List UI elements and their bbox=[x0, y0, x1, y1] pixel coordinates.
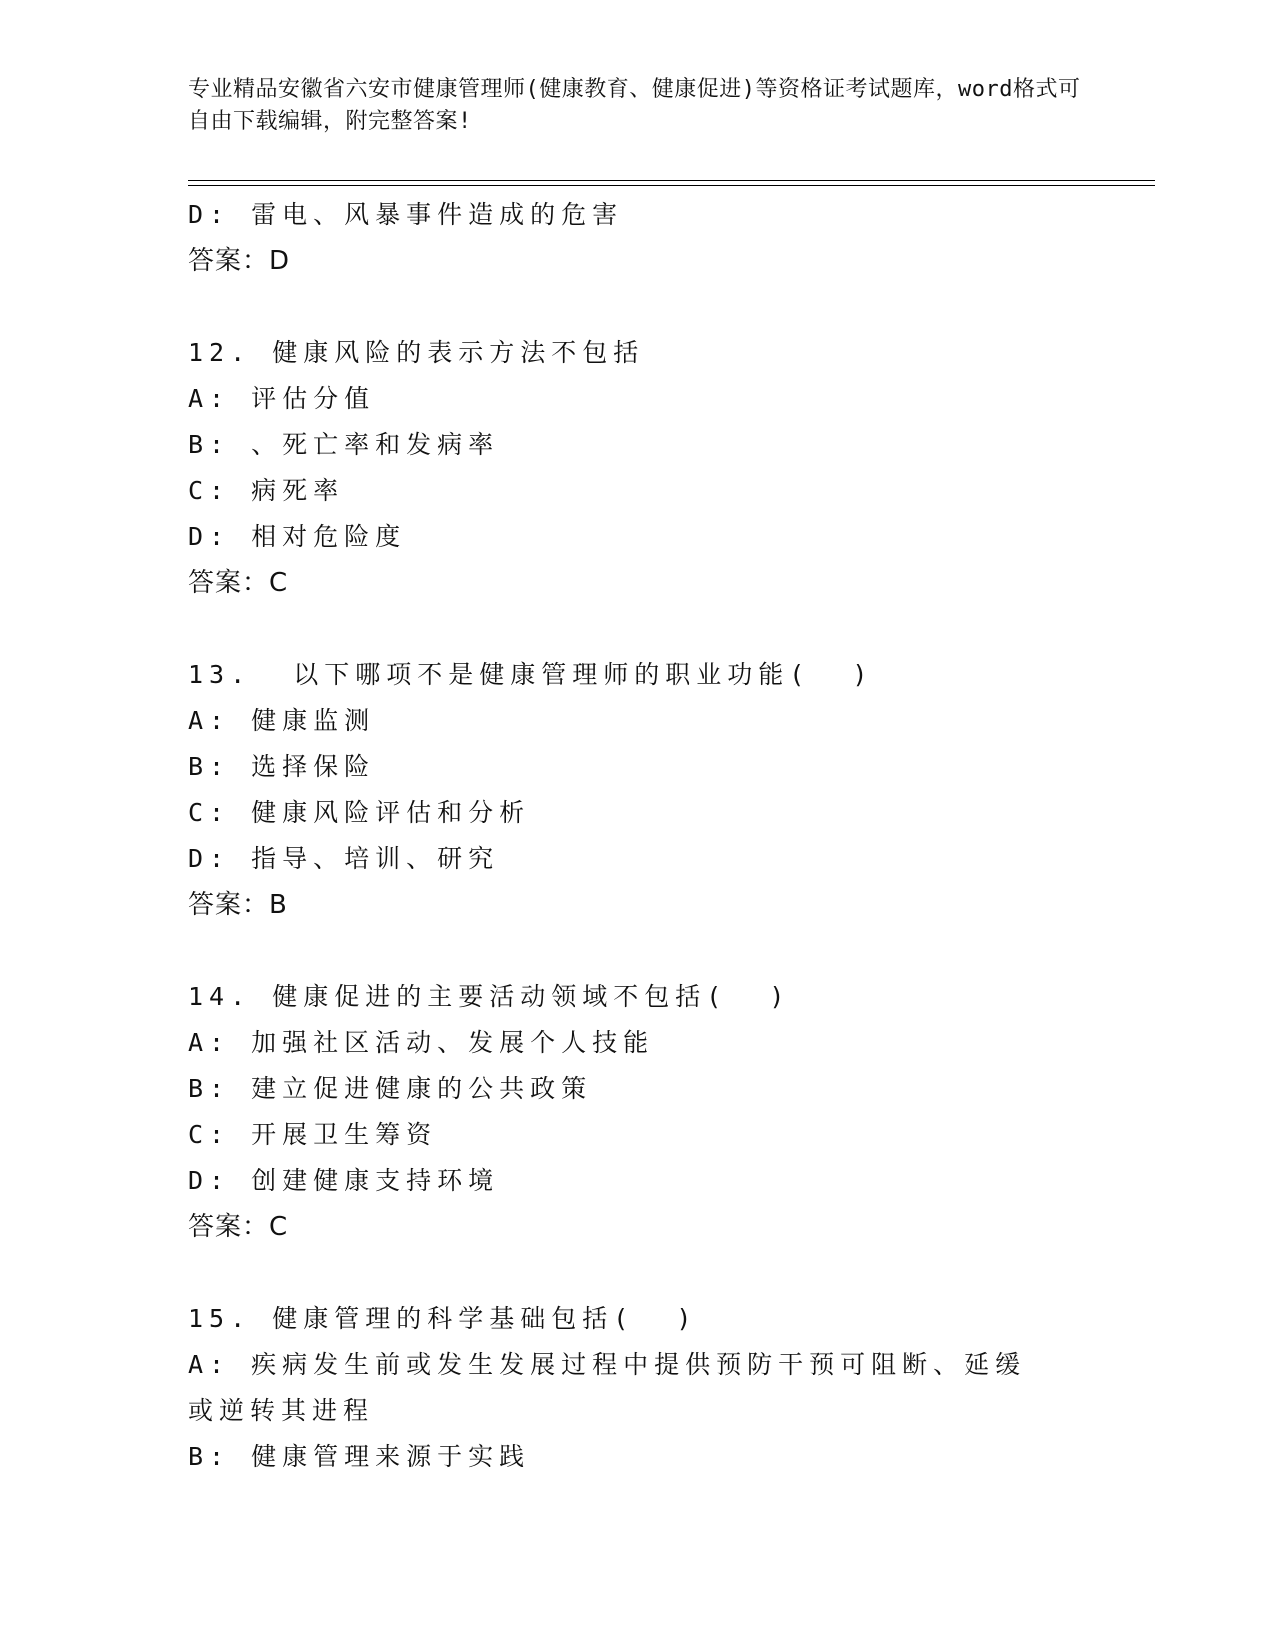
header-rule-bottom bbox=[188, 185, 1155, 186]
document-header bbox=[188, 74, 1088, 138]
header-rule-top bbox=[188, 180, 1155, 181]
option-a: A: 疾病发生前或发生发展过程中提供预防干预可阻断、延缓或逆转其进程 bbox=[188, 1350, 1027, 1425]
question-13 bbox=[188, 652, 1088, 928]
spacer bbox=[188, 606, 1088, 652]
option-c: C: 病死率 bbox=[188, 476, 345, 505]
option-c: C: 健康风险评估和分析 bbox=[188, 798, 531, 827]
prev-option-d: D: 雷电、风暴事件造成的危害 bbox=[188, 200, 624, 229]
question-content bbox=[188, 192, 1088, 1480]
answer: 答案：C bbox=[188, 1212, 289, 1242]
option-b: B: 、死亡率和发病率 bbox=[188, 430, 500, 459]
option-d: D: 指导、培训、研究 bbox=[188, 844, 500, 873]
question-12 bbox=[188, 330, 1088, 606]
option-c: C: 开展卫生筹资 bbox=[188, 1120, 438, 1149]
option-a: A: 健康监测 bbox=[188, 706, 376, 735]
prev-answer: 答案：D bbox=[188, 246, 291, 276]
question-title: 13. 以下哪项不是健康管理师的职业功能( ) bbox=[188, 660, 874, 689]
answer: 答案：C bbox=[188, 568, 289, 598]
option-a: A: 加强社区活动、发展个人技能 bbox=[188, 1028, 655, 1057]
option-b: B: 健康管理来源于实践 bbox=[188, 1442, 531, 1471]
question-15 bbox=[188, 1296, 1088, 1480]
option-d: D: 相对危险度 bbox=[188, 522, 407, 551]
question-14 bbox=[188, 974, 1088, 1250]
spacer bbox=[188, 284, 1088, 330]
spacer bbox=[188, 928, 1088, 974]
option-d: D: 创建健康支持环境 bbox=[188, 1166, 500, 1195]
question-title: 12. 健康风险的表示方法不包括 bbox=[188, 338, 645, 367]
question-title: 15. 健康管理的科学基础包括( ) bbox=[188, 1304, 698, 1333]
answer: 答案：B bbox=[188, 890, 288, 920]
option-b: B: 选择保险 bbox=[188, 752, 376, 781]
spacer bbox=[188, 1250, 1088, 1296]
option-a: A: 评估分值 bbox=[188, 384, 376, 413]
question-title: 14. 健康促进的主要活动领域不包括( ) bbox=[188, 982, 791, 1011]
option-b: B: 建立促进健康的公共政策 bbox=[188, 1074, 593, 1103]
header-text: 专业精品安徽省六安市健康管理师(健康教育、健康促进)等资格证考试题库，word格式可自由下载编辑，附完整答案! bbox=[188, 77, 1081, 134]
